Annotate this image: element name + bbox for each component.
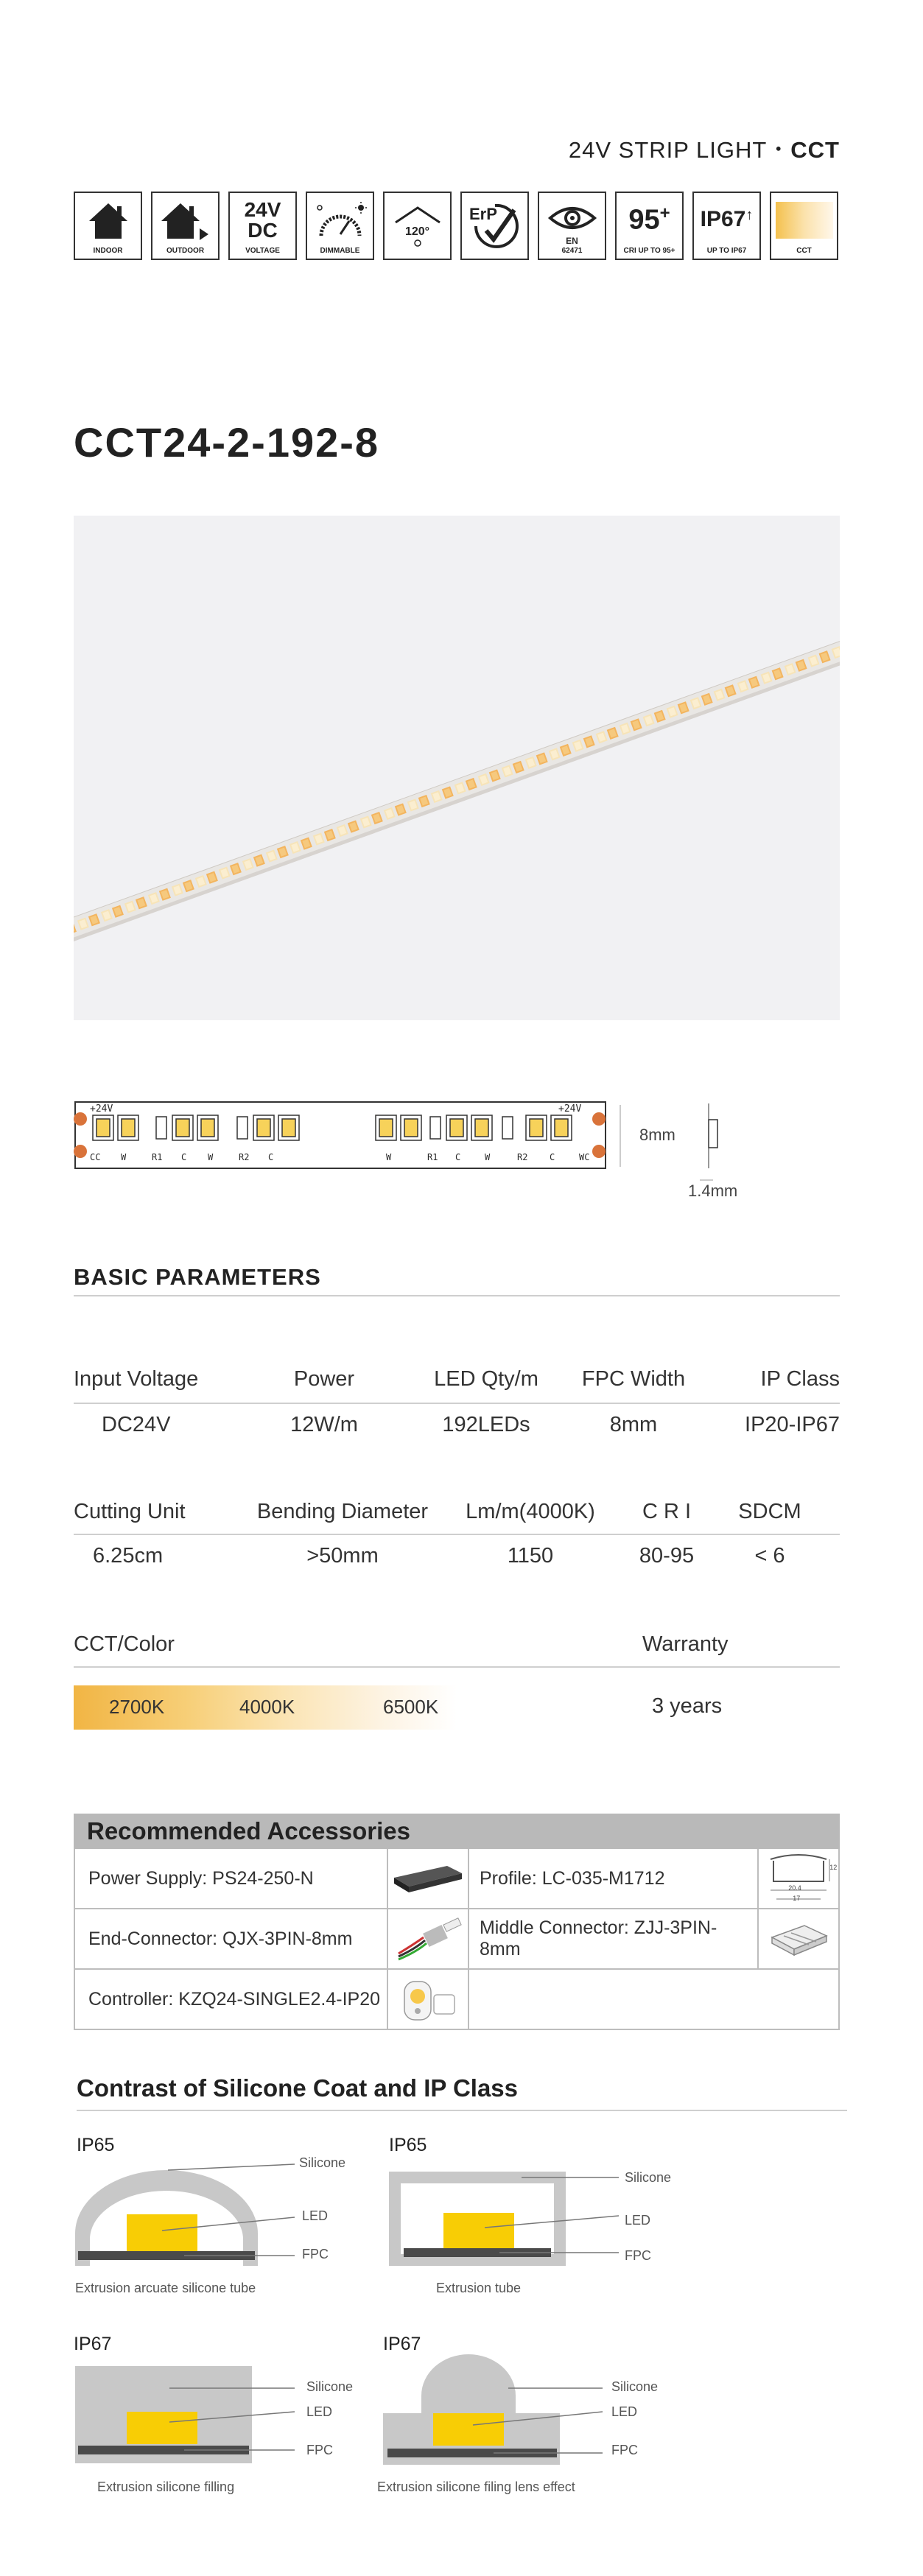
middle-connector-cell: Middle Connector: ZJJ-3PIN-8mm [469, 1909, 759, 1968]
diagram-3-led-label: LED [306, 2404, 333, 2419]
power-supply-image-cell [388, 1849, 469, 1908]
accessories-row [74, 1970, 840, 2030]
voltage-line1: 24V [244, 197, 281, 221]
diagram-2-fpc-label: FPC [625, 2248, 651, 2263]
diagram-4-caption: Extrusion silicone filing lens effect [377, 2480, 575, 2494]
accessories-heading: Recommended Accessories [74, 1814, 840, 1849]
icon-caption: CRI UP TO 95+ [623, 247, 675, 255]
diagram-2-ip-label: IP65 [389, 2135, 427, 2155]
cct-value-6500k: 6500K [383, 1696, 439, 1718]
pad-label: W [121, 1152, 127, 1162]
cct-color-label: CCT/Color [74, 1632, 175, 1656]
param-header: Cutting Unit [74, 1500, 186, 1523]
outdoor-badge [151, 192, 220, 260]
empty-accessory-cell [469, 1970, 840, 2029]
profile-cell: Profile: LC-035-M1712 [469, 1849, 759, 1908]
pad-label: C [455, 1152, 461, 1162]
pad-label: R2 [239, 1152, 250, 1162]
pad-label: WC [579, 1152, 590, 1162]
profile-dim-inner: 17 [793, 1895, 801, 1902]
pad-label: R1 [427, 1152, 438, 1162]
indoor-badge [74, 192, 142, 260]
section-divider [77, 2110, 847, 2111]
section-divider [74, 1534, 840, 1535]
pad-label: C [550, 1152, 555, 1162]
accessories-row [74, 1849, 840, 1909]
parameters-row-2-headers [74, 1500, 840, 1524]
cri-value: 95 [628, 204, 660, 236]
end-connector-image-cell [388, 1909, 469, 1968]
dimmer-icon [312, 200, 368, 242]
param-header: SDCM [738, 1500, 801, 1523]
cct-value-4000k: 4000K [239, 1696, 295, 1718]
pad-label: CC [90, 1152, 101, 1162]
diagram-1-led-label: LED [302, 2208, 329, 2223]
controller-cell: Controller: KZQ24-SINGLE2.4-IP20 [75, 1970, 388, 2029]
parameters-row-1-headers [74, 1367, 840, 1391]
param-value: >50mm [306, 1544, 379, 1568]
house-outdoor-icon [160, 200, 211, 242]
pad-label: W [485, 1152, 491, 1162]
diagram-1-silicone-label: Silicone [299, 2155, 346, 2170]
diagram-4-fpc-label: FPC [611, 2443, 638, 2457]
strip-left-plus-label: +24V [90, 1103, 113, 1115]
diagram-2-silicone-label: Silicone [625, 2170, 672, 2185]
strip-width-label: 8mm [639, 1126, 675, 1144]
param-value: IP20-IP67 [745, 1413, 840, 1436]
diagram-1-fpc-label: FPC [302, 2247, 329, 2261]
diagram-1-caption: Extrusion arcuate silicone tube [75, 2281, 256, 2295]
warranty-label: Warranty [642, 1632, 729, 1656]
icon-caption: INDOOR [93, 247, 123, 255]
pad-label: C [181, 1152, 187, 1162]
controller-remote-icon [391, 1976, 465, 2023]
icon-caption: UP TO IP67 [706, 247, 747, 255]
param-header: FPC Width [581, 1367, 686, 1391]
section-divider [74, 1666, 840, 1668]
diagram-3-ip-label: IP67 [74, 2334, 112, 2354]
param-header: IP Class [760, 1367, 840, 1391]
diagram-4-led-label: LED [611, 2404, 638, 2419]
contrast-heading: Contrast of Silicone Coat and IP Class [77, 2074, 519, 2102]
erp-badge [460, 192, 529, 260]
diagram-2-caption: Extrusion tube [436, 2281, 522, 2295]
strip-pad-labels-right [386, 1152, 601, 1162]
end-connector-cell: End-Connector: QJX-3PIN-8mm [75, 1909, 388, 1968]
diagram-4-ip-label: IP67 [383, 2334, 421, 2354]
header-title-bold: CCT [790, 137, 840, 163]
basic-parameters-heading: BASIC PARAMETERS [74, 1264, 321, 1290]
eye-safety-badge [538, 192, 606, 260]
param-header: Input Voltage [74, 1367, 199, 1391]
diagram-2-led-label: LED [625, 2213, 651, 2228]
diagram-silicone-lens [383, 2354, 648, 2472]
cct-value-2700k: 2700K [109, 1696, 165, 1718]
cri-badge [615, 192, 684, 260]
param-header: Power [293, 1367, 355, 1391]
diagram-1-ip-label: IP65 [77, 2135, 115, 2155]
param-header: LED Qty/m [434, 1367, 538, 1391]
house-icon [86, 200, 130, 242]
cct-badge [770, 192, 838, 260]
warranty-value: 3 years [652, 1694, 723, 1718]
param-value: < 6 [754, 1544, 785, 1568]
end-connector-icon [391, 1915, 465, 1962]
power-supply-cell: Power Supply: PS24-250-N [75, 1849, 388, 1908]
pad-label: R2 [517, 1152, 528, 1162]
power-supply-icon [391, 1860, 465, 1897]
param-value: 12W/m [290, 1413, 358, 1436]
section-divider [74, 1295, 840, 1296]
diagram-3-silicone-label: Silicone [306, 2379, 354, 2394]
pad-label: W [208, 1152, 214, 1162]
middle-connector-image-cell [759, 1909, 840, 1968]
product-photo [74, 516, 840, 1020]
erp-text: ErP [469, 205, 497, 223]
eye-en-text: EN [566, 236, 578, 246]
product-model-title: CCT24-2-192-8 [74, 419, 380, 466]
param-header: Lm/m(4000K) [466, 1500, 595, 1523]
eye-icon [547, 202, 598, 234]
diagram-3-fpc-label: FPC [306, 2443, 333, 2457]
accessories-row [74, 1909, 840, 1970]
strip-technical-drawing [74, 1098, 840, 1201]
diagram-3-caption: Extrusion silicone filling [97, 2480, 235, 2494]
strip-right-plus-label: +24V [558, 1103, 582, 1115]
page-header-title [0, 131, 840, 164]
param-value: 80-95 [639, 1544, 695, 1568]
param-value: 1150 [507, 1544, 554, 1568]
dimmable-badge [306, 192, 374, 260]
param-value: 8mm [609, 1413, 658, 1436]
header-title-main: 24V STRIP LIGHT・ [568, 137, 791, 163]
profile-dim-height: 12 [829, 1864, 838, 1871]
profile-dim-width: 20.4 [788, 1884, 801, 1892]
ip-rating-badge [692, 192, 761, 260]
profile-image-cell [759, 1849, 840, 1908]
beam-angle-text: 120° [404, 225, 430, 238]
param-header: Bending Diameter [256, 1500, 429, 1523]
icon-caption: VOLTAGE [245, 247, 280, 255]
cct-gradient-icon [776, 202, 833, 239]
middle-connector-icon [762, 1915, 835, 1962]
feature-icon-row [74, 192, 847, 262]
param-header: C R I [642, 1500, 692, 1523]
icon-caption: OUTDOOR [166, 247, 205, 255]
strip-thickness-label: 1.4mm [688, 1182, 738, 1200]
icon-caption: DIMMABLE [320, 247, 360, 255]
cri-icon [628, 203, 670, 236]
icon-caption: CCT [796, 247, 812, 255]
diagram-4-silicone-label: Silicone [611, 2379, 659, 2394]
voltage-icon [244, 197, 281, 242]
voltage-line2: DC [248, 218, 278, 242]
accessories-table [74, 1849, 840, 2030]
strip-pad-labels-left [90, 1152, 295, 1162]
param-value: DC24V [102, 1413, 171, 1436]
controller-image-cell [388, 1970, 469, 2029]
parameters-row-2-values [74, 1544, 840, 1568]
cri-plus: + [659, 203, 670, 224]
parameters-row-1-values [74, 1413, 840, 1437]
section-divider [74, 1403, 840, 1404]
ip-rating-text: IP67 [700, 206, 746, 231]
ip-rating-icon: IP67↑ [700, 206, 754, 231]
pad-label: W [386, 1152, 392, 1162]
pad-label: R1 [152, 1152, 163, 1162]
voltage-badge [228, 192, 297, 260]
beam-angle-badge [383, 192, 452, 260]
pad-label: C [268, 1152, 274, 1162]
cct-gradient-bar [74, 1685, 457, 1730]
icon-caption: 62471 [561, 247, 583, 255]
diagram-extrusion-tube [389, 2172, 632, 2267]
param-value: 192LEDs [442, 1413, 530, 1436]
led-strip-photo [74, 516, 840, 1020]
param-value: 6.25cm [93, 1544, 164, 1568]
